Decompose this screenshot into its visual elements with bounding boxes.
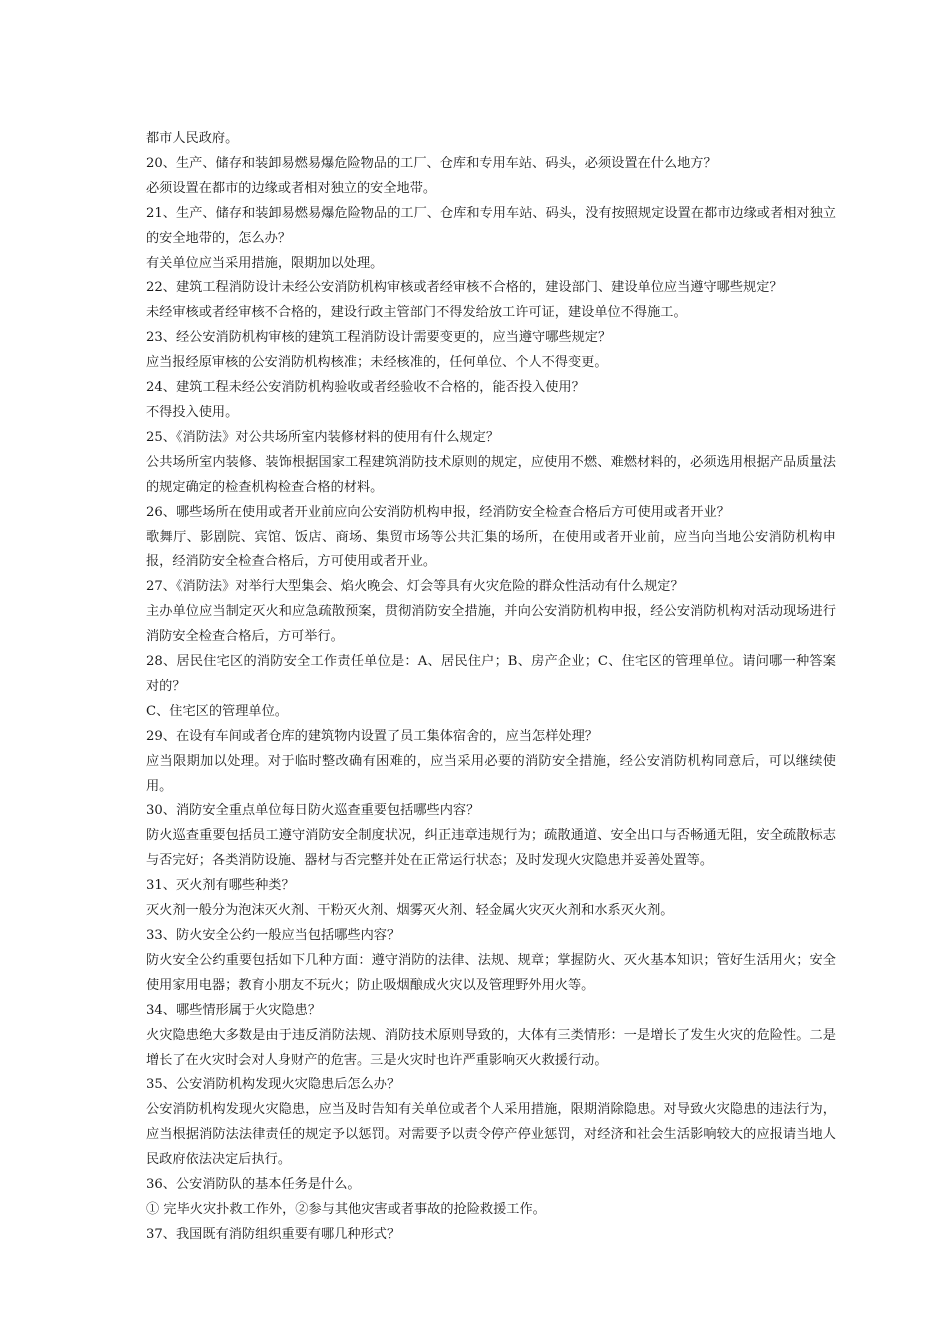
document-paragraph: 应当限期加以处理。对于临时整改确有困难的，应当采用必要的消防安全措施，经公安消防机构同意后，可以继续使用。	[146, 753, 836, 794]
document-paragraph: 26、哪些场所在使用或者开业前应向公安消防机构申报，经消防安全检查合格后方可使用或者开业？	[146, 504, 730, 520]
document-paragraph: 28、居民住宅区的消防安全工作责任单位是：A、居民住户；B、房产企业；C、住宅区的管理单位。请问哪一种答案对的？	[146, 654, 836, 694]
document-paragraph: 27、《消防法》对举行大型集会、焰火晚会、灯会等具有火灾危险的群众性活动有什么规定？	[146, 579, 684, 595]
document-body	[146, 127, 836, 1248]
document-paragraph: 35、公安消防机构发现火灾隐患后怎么办？	[146, 1077, 401, 1093]
document-paragraph: 都市人民政府。	[146, 131, 239, 146]
document-paragraph: 应当报经原审核的公安消防机构核准；未经核准的，任何单位、个人不得变更。	[146, 355, 608, 371]
document-paragraph: 36、公安消防队的基本任务是什么。	[146, 1177, 361, 1193]
document-paragraph: 火灾隐患绝大多数是由于违反消防法规、消防技术原则导致的，大体有三类情形：一是增长了发生火灾的危险性。二是增长了在火灾时会对人身财产的危害。三是火灾时也许严重影响灭火救援行动。	[146, 1027, 836, 1068]
document-paragraph: ① 完毕火灾扑救工作外，②参与其他灾害或者事故的抢险救援工作。	[146, 1201, 546, 1217]
document-paragraph: 歌舞厅、影剧院、宾馆、饭店、商场、集贸市场等公共汇集的场所，在使用或者开业前，应当向当地公安消防机构申报，经消防安全检查合格后，方可使用或者开业。	[146, 529, 836, 570]
document-paragraph: 灭火剂一般分为泡沫灭火剂、干粉灭火剂、烟雾灭火剂、轻金属火灾灭火剂和水系灭火剂。	[146, 903, 674, 919]
document-paragraph: 未经审核或者经审核不合格的，建设行政主管部门不得发给放工许可证，建设单位不得施工。	[146, 305, 687, 321]
document-paragraph: 公安消防机构发现火灾隐患，应当及时告知有关单位或者个人采用措施，限期消除隐患。对导致火灾隐患的违法行为，应当根据消防法法律责任的规定予以惩罚。对需要予以责令停产停业惩罚，对经济和社会生活影响较大的应报请当地人民政府依法决定后执行。	[146, 1102, 836, 1168]
document-paragraph: 有关单位应当采用措施，限期加以处理。	[146, 255, 384, 271]
document-paragraph: 25、《消防法》对公共场所室内装修材料的使用有什么规定？	[146, 429, 500, 445]
document-paragraph: 20、生产、储存和装卸易燃易爆危险物品的工厂、仓库和专用车站、码头，必须设置在什么地方？	[146, 155, 717, 171]
document-paragraph: 24、建筑工程未经公安消防机构验收或者经验收不合格的，能否投入使用？	[146, 380, 585, 396]
document-paragraph: 22、建筑工程消防设计未经公安消防机构审核或者经审核不合格的，建设部门、建设单位应当遵守哪些规定？	[146, 280, 783, 296]
document-paragraph: 防火巡查重要包括员工遵守消防安全制度状况，纠正违章违规行为；疏散通道、安全出口与否畅通无阻，安全疏散标志与否完好；各类消防设施、器材与否完整并处在正常运行状态；及时发现火灾隐患并妥善处置等。	[146, 828, 836, 869]
document-paragraph: 34、哪些情形属于火灾隐患？	[146, 1002, 322, 1018]
document-paragraph: 31、灭火剂有哪些种类？	[146, 878, 295, 894]
document-paragraph: 主办单位应当制定灭火和应急疏散预案，贯彻消防安全措施，并向公安消防机构申报，经公安消防机构对活动现场进行消防安全检查合格后，方可举行。	[146, 604, 836, 645]
document-paragraph: 30、消防安全重点单位每日防火巡查重要包括哪些内容？	[146, 803, 480, 819]
document-paragraph: 公共场所室内装修、装饰根据国家工程建筑消防技术原则的规定，应使用不燃、难燃材料的，必须选用根据产品质量法的规定确定的检查机构检查合格的材料。	[146, 454, 836, 495]
document-paragraph: 23、经公安消防机构审核的建筑工程消防设计需要变更的，应当遵守哪些规定？	[146, 330, 612, 346]
document-paragraph: 不得投入使用。	[146, 404, 239, 420]
document-paragraph: C、住宅区的管理单位。	[146, 703, 288, 719]
document-paragraph: 29、在设有车间或者仓库的建筑物内设置了员工集体宿舍的，应当怎样处理？	[146, 728, 598, 744]
document-paragraph: 37、我国既有消防组织重要有哪几种形式？	[146, 1226, 401, 1242]
document-paragraph: 21、生产、储存和装卸易燃易爆危险物品的工厂、仓库和专用车站、码头，没有按照规定设置在都市边缘或者相对独立的安全地带的，怎么办？	[146, 205, 836, 246]
document-paragraph: 防火安全公约重要包括如下几种方面：遵守消防的法律、法规、规章；掌握防火、灭火基本知识；管好生活用火；安全使用家用电器；教育小朋友不玩火；防止吸烟酿成火灾以及管理野外用火等。	[146, 952, 836, 993]
document-paragraph: 必须设置在都市的边缘或者相对独立的安全地带。	[146, 180, 437, 196]
document-paragraph: 33、防火安全公约一般应当包括哪些内容？	[146, 928, 401, 943]
